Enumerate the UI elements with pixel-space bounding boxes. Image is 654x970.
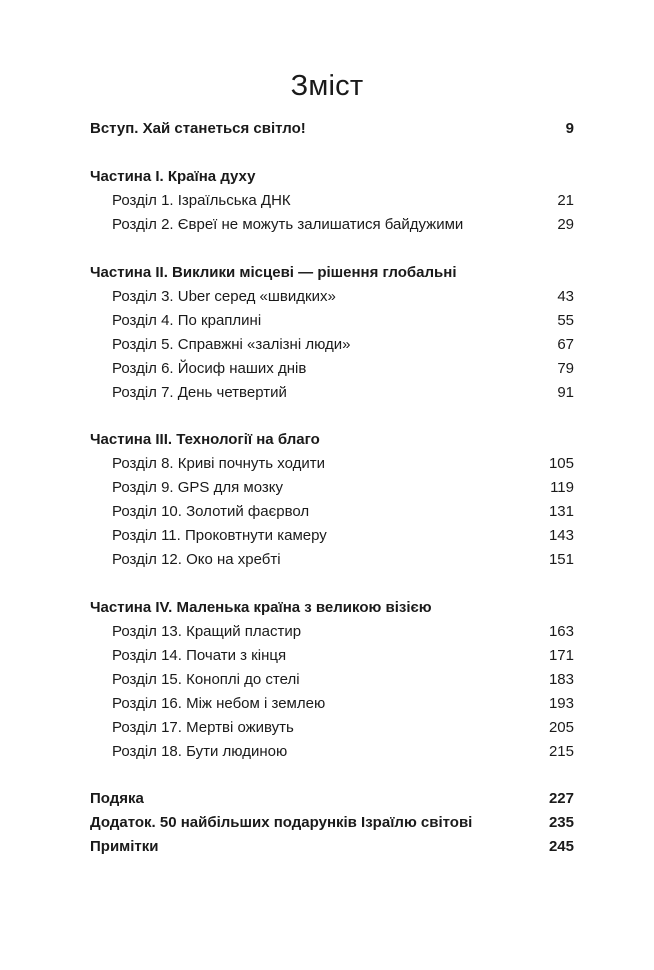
toc-entry-title: Розділ 9. GPS для мозку (112, 479, 283, 496)
toc-entry-title: Розділ 5. Справжні «залізні люди» (112, 336, 351, 353)
toc-entry-title: Примітки (90, 838, 159, 855)
toc-entry-title: Частина III. Технології на благо (90, 431, 320, 448)
toc-section-entry (90, 788, 574, 810)
toc-entry-title: Розділ 8. Криві почнуть ходити (112, 455, 325, 472)
toc-entry-title: Розділ 15. Коноплі до стелі (112, 671, 300, 688)
page-title: Зміст (290, 70, 364, 102)
toc-entry-page: 131 (548, 503, 574, 520)
toc-entry-title: Розділ 10. Золотий фаєрвол (112, 503, 310, 520)
toc-chapter-entry (90, 453, 574, 475)
toc-chapter-entry (90, 310, 574, 332)
toc-entry-page: 55 (557, 312, 574, 329)
toc-entry-page: 79 (557, 360, 574, 377)
toc-chapter-entry (90, 214, 574, 236)
toc-entry-page: 215 (548, 743, 574, 760)
toc-chapter-entry (90, 549, 574, 571)
toc-entry-page: 29 (557, 216, 574, 233)
toc-chapter-entry (90, 741, 574, 763)
toc-entry-title: Частина II. Виклики місцеві — рішення глобальні (90, 264, 457, 281)
toc-entry-title: Частина I. Країна духу (90, 168, 256, 185)
toc-section-entry (90, 118, 574, 140)
toc-entry-title: Розділ 16. Між небом і землею (112, 695, 326, 712)
toc-chapter-entry (90, 358, 574, 380)
toc-entry-title: Розділ 1. Ізраїльська ДНК (112, 192, 291, 209)
toc-entry-title: Розділ 6. Йосиф наших днів (112, 360, 307, 377)
toc-chapter-entry (90, 286, 574, 308)
toc-section-entry (90, 166, 574, 188)
toc-entry-page: 67 (557, 336, 574, 353)
toc-chapter-entry (90, 501, 574, 523)
toc-chapter-entry (90, 669, 574, 691)
toc-section-entry (90, 836, 574, 858)
toc-chapter-entry (90, 525, 574, 547)
toc-section-entry (90, 429, 574, 451)
toc-chapter-entry (90, 717, 574, 739)
toc-entry-page: 91 (557, 384, 574, 401)
toc-chapter-entry (90, 190, 574, 212)
toc-section-entry (90, 597, 574, 619)
toc-entry-page: 143 (548, 527, 574, 544)
toc-entry-title: Розділ 4. По краплині (112, 312, 262, 329)
toc-entry-title: Додаток. 50 найбільших подарунків Ізраїлю світові (90, 814, 473, 831)
toc-chapter-entry (90, 645, 574, 667)
toc-entry-page: 227 (548, 790, 574, 807)
toc-chapter-entry (90, 477, 574, 499)
toc-entry-title: Розділ 7. День четвертий (112, 384, 287, 401)
toc-entry-title: Розділ 13. Кращий пластир (112, 623, 302, 640)
toc-entry-page: 205 (548, 719, 574, 736)
toc-entry-page: 119 (550, 479, 574, 496)
toc-entry-page: 163 (548, 623, 574, 640)
toc-entry-title: Розділ 17. Мертві оживуть (112, 719, 294, 736)
toc-section-entry (90, 262, 574, 284)
toc-entry-title: Вступ. Хай станеться світло! (90, 120, 306, 137)
toc-entry-page: 21 (557, 192, 574, 209)
toc-entry-title: Розділ 12. Око на хребті (112, 551, 281, 568)
toc-entry-page: 235 (548, 814, 574, 831)
toc-entry-title: Розділ 3. Uber серед «швидких» (112, 288, 336, 305)
toc-entry-page: 105 (548, 455, 574, 472)
toc-entry-page: 171 (548, 647, 574, 664)
toc-entry-page: 9 (565, 120, 574, 137)
toc-entry-page: 193 (548, 695, 574, 712)
toc-section-entry (90, 812, 574, 834)
toc-entry-title: Розділ 18. Бути людиною (112, 743, 288, 760)
toc-entry-page: 183 (548, 671, 574, 688)
toc-entry-page: 43 (557, 288, 574, 305)
toc-entry-page: 245 (548, 838, 574, 855)
toc-chapter-entry (90, 693, 574, 715)
toc-entry-title: Розділ 2. Євреї не можуть залишатися байдужими (112, 216, 464, 233)
toc-entry-page: 151 (548, 551, 574, 568)
toc-entry-title: Розділ 14. Почати з кінця (112, 647, 287, 664)
toc-chapter-entry (90, 382, 574, 404)
toc-entry-title: Подяка (90, 790, 144, 807)
toc-chapter-entry (90, 334, 574, 356)
toc-chapter-entry (90, 621, 574, 643)
toc-entry-title: Частина IV. Маленька країна з великою візією (90, 599, 432, 616)
toc-entry-title: Розділ 11. Проковтнути камеру (112, 527, 327, 544)
